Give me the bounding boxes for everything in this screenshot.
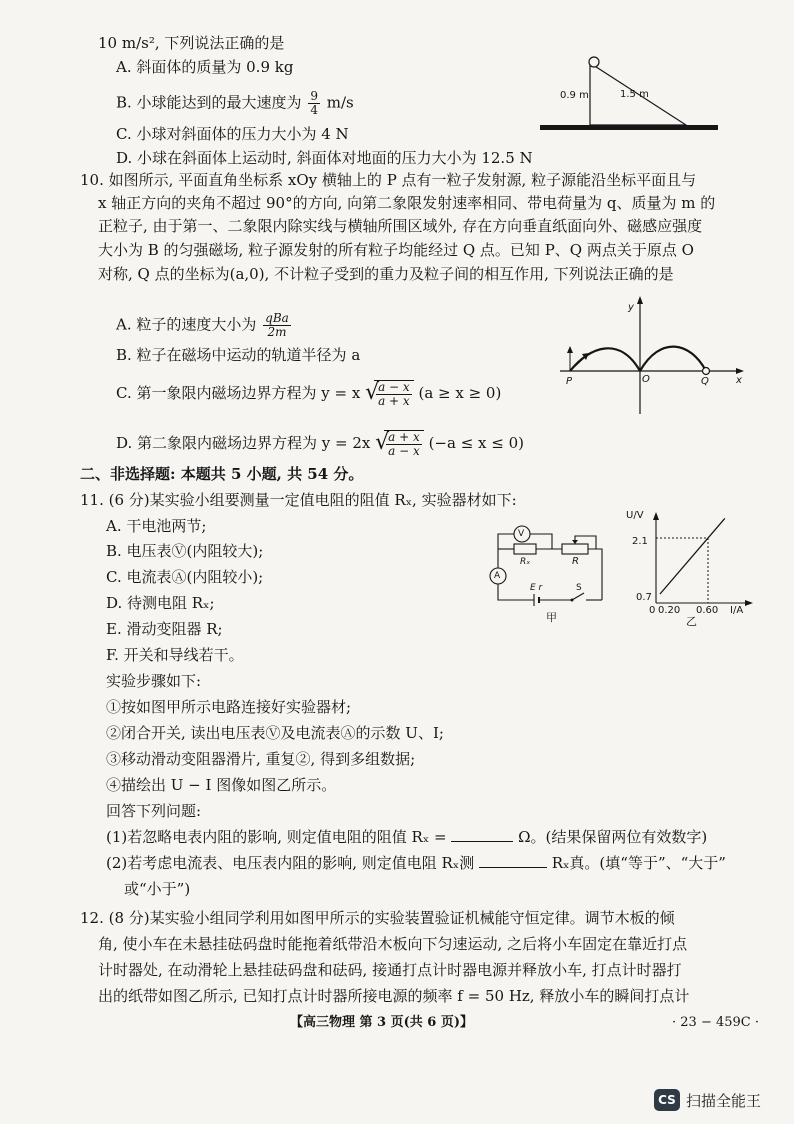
q11-intro: 11. (6 分)某实验小组要测量一定值电阻的阻值 Rₓ, 实验器材如下:: [80, 491, 517, 509]
q10-c-condition: (a ≥ x ≥ 0): [418, 384, 502, 402]
q9-option-b-text: B. 小球能达到的最大速度为: [116, 93, 302, 112]
battery-label: E r: [530, 583, 543, 593]
ui-graph-x-arrow: [745, 600, 753, 606]
q10-field-figure: [560, 296, 750, 416]
q10-d-denominator: a − x: [388, 444, 420, 458]
q11-q2-continuation: 或“小于”): [124, 880, 191, 898]
q10-a-fraction: [263, 312, 291, 339]
q11-ui-graph: [622, 508, 762, 628]
q10-x-label: x: [736, 375, 742, 386]
q10-d-condition: (−a ≤ x ≤ 0): [428, 434, 524, 452]
q11-equipment-a: A. 干电池两节;: [106, 517, 207, 535]
q10-p-label: P: [566, 376, 573, 387]
scanner-text: 扫描全能王: [686, 1091, 762, 1110]
q9-stem-tail: 10 m/s², 下列说法正确的是: [98, 34, 285, 52]
q9-option-a: A. 斜面体的质量为 0.9 kg: [116, 58, 294, 76]
q10-option-a: [116, 312, 293, 339]
q10-option-b: B. 粒子在磁场中运动的轨道半径为 a: [116, 346, 361, 364]
ui-graph-y-tick-0-7: 0.7: [636, 592, 652, 603]
q11-answer-title: 回答下列问题:: [106, 802, 202, 820]
switch-label: S: [576, 583, 582, 593]
q11-equipment-d: D. 待测电阻 Rₓ;: [106, 594, 215, 612]
q10-d-fraction: [386, 431, 422, 458]
ui-graph-x-tick-0: 0: [649, 605, 656, 616]
q11-step-2: ②闭合开关, 读出电压表Ⓥ及电流表Ⓐ的示数 U、I;: [106, 724, 444, 742]
q10-a-text: A. 粒子的速度大小为: [116, 315, 257, 334]
q12-line-1: 12. (8 分)某实验小组同学利用如图甲所示的实验装置验证机械能守恒定律。调节木板的倾: [80, 909, 675, 927]
q10-d-text: D. 第二象限内磁场边界方程为 y = 2x: [116, 434, 371, 452]
rx-label: Rₓ: [520, 557, 531, 567]
q9-option-c: C. 小球对斜面体的压力大小为 4 N: [116, 125, 349, 143]
q10-d-numerator: a + x: [388, 430, 420, 444]
q12-line-2: 角, 使小车在未悬挂砝码盘时能拖着纸带沿木板向下匀速运动, 之后将小车固定在靠近打点: [98, 935, 688, 953]
scanner-watermark: [654, 1085, 784, 1115]
q12-line-4: 出的纸带如图乙所示, 已知打点计时器所接电源的频率 f = 50 Hz, 释放小车的瞬间打点计: [98, 987, 690, 1005]
ammeter-symbol-label: A: [494, 571, 501, 581]
rheostat-label: R: [572, 556, 579, 567]
q11-equipment-c: C. 电流表Ⓐ(内阻较小);: [106, 568, 264, 586]
q10-option-d: [116, 430, 524, 458]
q11-circuit-figure: [484, 516, 614, 626]
q11-q2-text: (2)若考虑电流表、电压表内阻的影响, 则定值电阻 Rₓ测: [106, 854, 475, 872]
circuit-caption: 甲: [546, 611, 557, 624]
q9-slope-label: 1.5 m: [620, 89, 649, 100]
q11-steps-title: 实验步骤如下:: [106, 672, 202, 690]
q11-equipment-e: E. 滑动变阻器 R;: [106, 620, 223, 638]
q10-a-denominator: 2m: [267, 325, 287, 339]
q11-q1-tail: Ω。(结果保留两位有效数字): [518, 828, 708, 846]
q11-equipment-f: F. 开关和导线若干。: [106, 646, 244, 664]
q10-c-sqrt: √ $\frac{a - x}{a + x}$: [365, 380, 414, 408]
q10-line-5: 对称, Q 点的坐标为(a,0), 不计粒子受到的重力及粒子间的相互作用, 下列说法正确的是: [98, 265, 674, 283]
ui-graph-caption: 乙: [686, 615, 697, 628]
q9-b-unit: m/s: [326, 93, 354, 112]
q9-b-denominator: 4: [310, 103, 318, 117]
q11-q2-answer-blank[interactable]: [479, 853, 547, 868]
paper-code: · 23 − 459C ·: [672, 1015, 759, 1030]
q9-height-label: 0.9 m: [560, 90, 589, 101]
q10-line-2: x 轴正方向的夹角不超过 90°的方向, 向第二象限发射速率相同、带电荷量为 q、质量为 m 的: [98, 194, 716, 212]
q11-question-2: [106, 853, 726, 873]
q9-option-b-fraction: [308, 90, 320, 117]
ui-graph-data-line: [660, 518, 725, 594]
q9-b-numerator: 9: [310, 89, 318, 103]
q10-axes-drawing: [560, 296, 750, 416]
q10-a-numerator: qBa: [265, 311, 289, 325]
circuit-drawing: [484, 516, 614, 626]
ui-graph-x-axis-label: I/A: [730, 605, 744, 616]
q10-c-denominator: a + x: [378, 394, 410, 408]
q10-q-label: Q: [701, 376, 709, 387]
ui-graph-y-axis-label: U/V: [626, 510, 644, 521]
q10-c-numerator: a − x: [378, 380, 410, 394]
section-2-heading: 二、非选择题: 本题共 5 小题, 共 54 分。: [80, 465, 364, 483]
q10-c-text: C. 第一象限内磁场边界方程为 y = x: [116, 384, 361, 402]
q11-question-1: [106, 827, 707, 847]
q10-option-c: [116, 380, 501, 408]
ui-graph-y-arrow: [653, 512, 659, 520]
voltmeter-symbol-label: V: [518, 529, 525, 539]
q10-o-label: O: [642, 374, 650, 385]
q11-step-1: ①按如图甲所示电路连接好实验器材;: [106, 698, 352, 716]
q11-equipment-b: B. 电压表Ⓥ(内阻较大);: [106, 542, 264, 560]
q11-q1-answer-blank[interactable]: [451, 827, 513, 842]
q11-step-3: ③移动滑动变阻器滑片, 重复②, 得到多组数据;: [106, 750, 416, 768]
ui-graph-x-tick-0-20: 0.20: [658, 605, 681, 616]
camscanner-logo-icon: CS: [654, 1089, 680, 1111]
ui-graph-y-tick-2-1: 2.1: [632, 536, 648, 547]
q10-d-sqrt: √ $\frac{a + x}{a - x}$: [375, 430, 424, 458]
q10-line-4: 大小为 B 的匀强磁场, 粒子源发射的所有粒子均能经过 Q 点。已知 P、Q 两点关于原点 O: [98, 241, 694, 259]
q12-line-3: 计时器处, 在动滑轮上悬挂砝码盘和砝码, 接通打点计时器电源并释放小车, 打点计时器打: [98, 961, 682, 979]
ui-graph-x-tick-0-60: 0.60: [696, 605, 719, 616]
q10-line-1: 10. 如图所示, 平面直角坐标系 xOy 横轴上的 P 点有一粒子发射源, 粒子源能沿坐标平面且与: [80, 171, 697, 189]
q9-option-b: [116, 90, 354, 117]
page-footer: 【高三物理 第 3 页(共 6 页)】: [290, 1015, 474, 1030]
q9-incline-figure: [540, 55, 720, 135]
q11-step-4: ④描绘出 U − I 图像如图乙所示。: [106, 776, 337, 794]
q10-c-fraction: [376, 381, 412, 408]
q11-q1-text: (1)若忽略电表内阻的影响, 则定值电阻的阻值 Rₓ =: [106, 828, 447, 846]
q9-option-d: D. 小球在斜面体上运动时, 斜面体对地面的压力大小为 12.5 N: [116, 149, 533, 167]
q10-line-3: 正粒子, 由于第一、二象限内除实线与横轴所围区域外, 存在方向垂直纸面向外、磁感应强度: [98, 217, 703, 235]
q11-q2-tail: Rₓ真。(填“等于”、“大于”: [551, 854, 726, 872]
q10-y-label: y: [628, 302, 634, 313]
